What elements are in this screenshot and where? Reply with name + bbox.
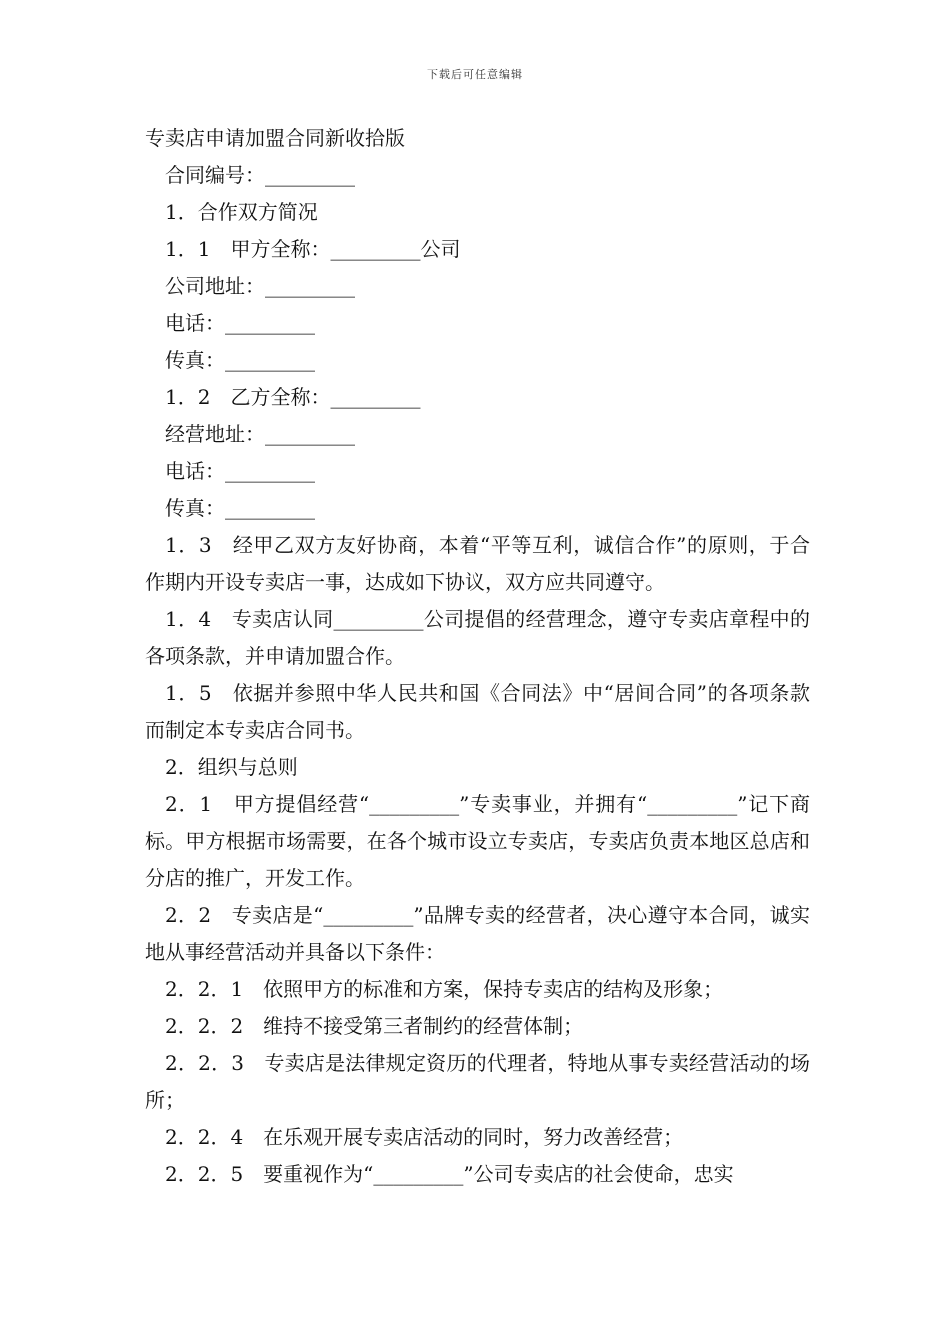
page-header-note: 下载后可任意编辑 <box>427 68 523 81</box>
party-a-address-line: 公司地址：_________ <box>165 274 355 298</box>
section-2-heading: 2．组织与总则 <box>165 755 298 779</box>
party-b-fax-line: 传真：_________ <box>165 496 315 520</box>
party-b-address-line: 经营地址：_________ <box>165 422 355 446</box>
clause-1-4: 1．4 专卖店认同_________公司提倡的经营理念，遵守专卖店章程中的各项条款，并申请加盟合作。 <box>145 607 810 668</box>
clause-2-2-3: 2．2．3 专卖店是法律规定资历的代理者，特地从事专卖经营活动的场所； <box>145 1051 810 1112</box>
section-1-heading: 1．合作双方简况 <box>165 200 318 224</box>
party-a-phone-line: 电话：_________ <box>165 311 315 335</box>
party-b-name-line: 1．2 乙方全称：_________ <box>165 385 421 409</box>
clause-2-2-4: 2．2．4 在乐观开展专卖店活动的同时，努力改善经营； <box>165 1125 684 1149</box>
party-a-name-line: 1．1 甲方全称：_________公司 <box>165 237 461 261</box>
party-b-phone-line: 电话：_________ <box>165 459 315 483</box>
party-a-fax-line: 传真：_________ <box>165 348 315 372</box>
clause-2-1: 2．1 甲方提倡经营“_________”专卖事业，并拥有“_________”记下商标。甲方根据市场需要，在各个城市设立专卖店，专卖店负责本地区总店和分店的推广，开发工作。 <box>145 792 810 890</box>
clause-1-3: 1．3 经甲乙双方友好协商，本着“平等互利，诚信合作”的原则，于合作期内开设专卖店一事，达成如下协议，双方应共同遵守。 <box>145 533 810 594</box>
clause-2-2-2: 2．2．2 维持不接受第三者制约的经营体制； <box>165 1014 584 1038</box>
document-title: 专卖店申请加盟合同新收拾版 <box>145 126 405 150</box>
clause-2-2-5: 2．2．5 要重视作为“_________”公司专卖店的社会使命，忠实 <box>165 1162 734 1186</box>
clause-2-2-1: 2．2．1 依照甲方的标准和方案，保持专卖店的结构及形象； <box>165 977 724 1001</box>
clause-1-5: 1．5 依据并参照中华人民共和国《合同法》中“居间合同”的各项条款而制定本专卖店合同书。 <box>145 681 810 742</box>
clause-2-2: 2．2 专卖店是“_________”品牌专卖的经营者，决心遵守本合同，诚实地从事经营活动并具备以下条件： <box>145 903 810 964</box>
contract-number-line: 合同编号：_________ <box>165 163 355 187</box>
document-body <box>145 120 810 1193</box>
